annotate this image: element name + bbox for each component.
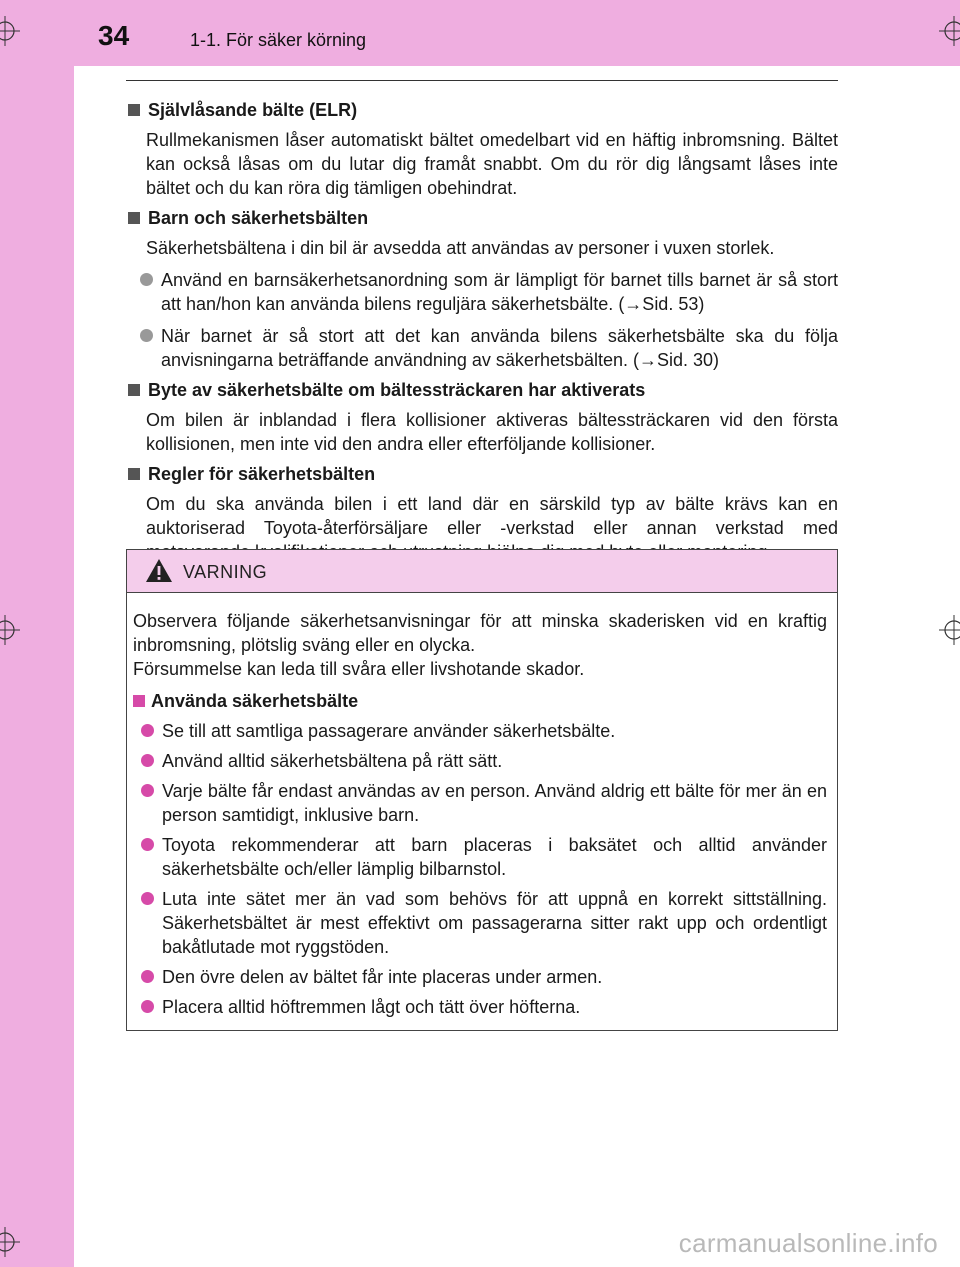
warning-triangle-icon	[145, 558, 173, 583]
section-elr	[126, 98, 838, 200]
warning-header	[127, 550, 837, 593]
section-title: Barn och säkerhetsbälten	[126, 206, 838, 230]
section-children	[126, 206, 838, 372]
warning-title: VARNING	[183, 562, 268, 582]
registration-mark-icon	[939, 16, 960, 46]
warning-list-item: Varje bälte får endast användas av en person. Använd aldrig ett bälte för mer än en person samtidigt, inklusive barn.	[141, 779, 827, 827]
circle-bullet-icon	[141, 784, 154, 797]
registration-mark-icon	[0, 615, 20, 645]
circle-bullet-icon	[141, 892, 154, 905]
section-body: Om bilen är inblandad i flera kollisioner aktiveras bältessträckaren vid den första kollisionen, men inte vid den andra eller efterföljande kollisioner.	[146, 410, 838, 454]
square-bullet-icon	[128, 468, 140, 480]
list-item: När barnet är så stort att det kan använda bilens säkerhetsbälte ska du följa anvisningarna beträffande användning av säkerhetsbälten. (→Sid. 30)	[140, 324, 838, 372]
chapter-title: 1-1. För säker körning	[190, 30, 367, 50]
warning-box	[126, 549, 838, 1031]
section-body: Om du ska använda bilen i ett land där en särskild typ av bälte krävs kan en auktoriserad Toyota-återförsäljare eller -verkstad eller annan verkstad med	[146, 494, 838, 538]
warning-list-item: Toyota rekommenderar att barn placeras i baksätet och alltid använder säkerhetsbälte och/eller lämplig bilbarnstol.	[141, 833, 827, 881]
warning-section-title: Använda säkerhetsbälte	[133, 689, 827, 713]
square-bullet-icon	[128, 104, 140, 116]
header-band	[0, 0, 960, 66]
warning-list-item: Placera alltid höftremmen lågt och tätt över höfterna.	[141, 995, 827, 1019]
circle-bullet-icon	[141, 724, 154, 737]
circle-bullet-icon	[141, 838, 154, 851]
circle-bullet-icon	[140, 273, 153, 286]
circle-bullet-icon	[140, 329, 153, 342]
header-divider	[126, 80, 838, 81]
section-pretensioner	[126, 378, 838, 456]
warning-list-item: Luta inte sätet mer än vad som behövs för att uppnå en korrekt sittställning. Säkerhetsbältet är mest effektivt om passagerarna sitter rakt upp och ordentligt bakåtlutade mot ryggstöden.	[141, 887, 827, 959]
circle-bullet-icon	[141, 970, 154, 983]
circle-bullet-icon	[141, 1000, 154, 1013]
warning-list-item: Se till att samtliga passagerare använder säkerhetsbälte.	[141, 719, 827, 743]
registration-mark-icon	[0, 1227, 20, 1257]
warning-intro: Observera följande säkerhetsanvisningar för att minska skaderisken vid en kraftig inbromsning, plötslig sväng eller en olycka. Försummelse kan leda till svåra eller livshotande skador.	[133, 611, 827, 679]
section-title: Självlåsande bälte (ELR)	[126, 98, 838, 122]
registration-mark-icon	[939, 615, 960, 645]
warning-list-item: Den övre delen av bältet får inte placeras under armen.	[141, 965, 827, 989]
registration-mark-icon	[0, 16, 20, 46]
warning-body	[127, 593, 837, 1019]
section-title: Byte av säkerhetsbälte om bältessträckaren har aktiverats	[126, 378, 838, 402]
main-content	[126, 92, 838, 570]
watermark: carmanualsonline.info	[678, 1228, 938, 1258]
list-item: Använd en barnsäkerhetsanordning som är lämpligt för barnet tills barnet är så stort att han/hon kan använda bilens reguljära säkerhetsbälte. (→Sid. 53)	[140, 268, 838, 316]
section-title: Regler för säkerhetsbälten	[126, 462, 838, 486]
square-bullet-icon	[128, 212, 140, 224]
square-bullet-icon	[133, 695, 145, 707]
square-bullet-icon	[128, 384, 140, 396]
section-body: Rullmekanismen låser automatiskt bältet omedelbart vid en häftig inbromsning. Bältet kan också låsas om du lutar dig framåt snabbt. Om du rör dig långsamt låses inte bältet och du kan röra dig tämligen obehindrat.	[146, 130, 838, 198]
circle-bullet-icon	[141, 754, 154, 767]
section-body: Säkerhetsbältena i din bil är avsedda att användas av personer i vuxen storlek.	[146, 238, 775, 258]
page-number: 34	[98, 20, 130, 51]
warning-list-item: Använd alltid säkerhetsbältena på rätt sätt.	[141, 749, 827, 773]
